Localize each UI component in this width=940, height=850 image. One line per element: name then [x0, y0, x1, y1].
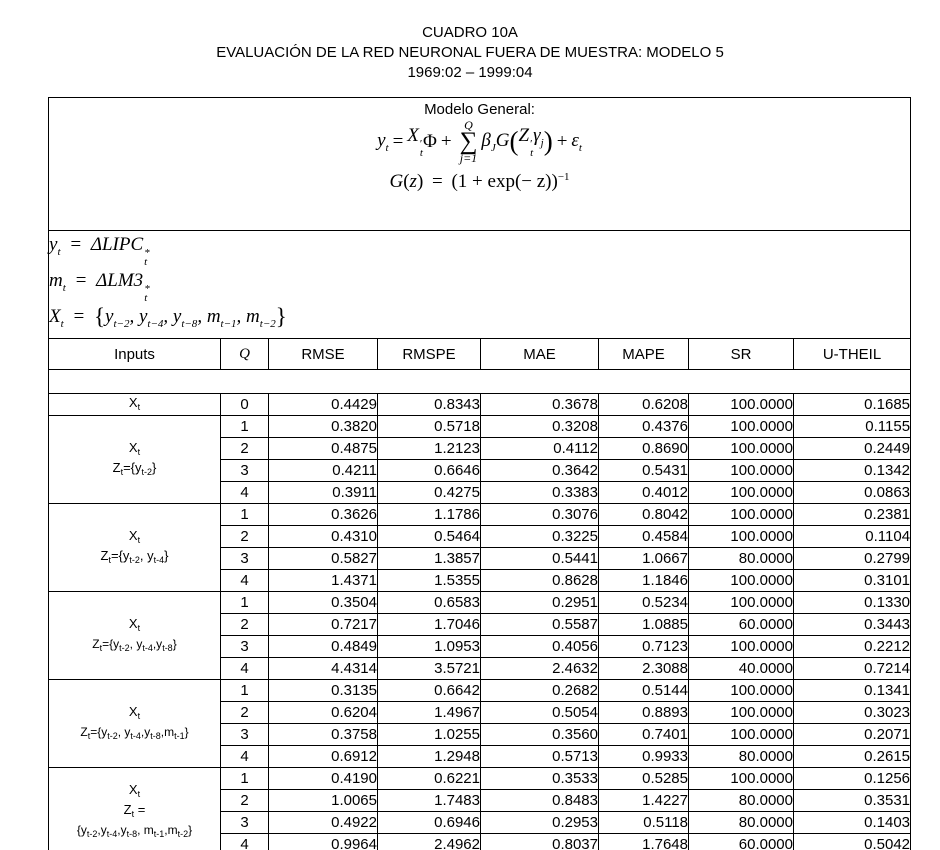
metric-value-cell: 100.0000 [689, 526, 794, 548]
inputs-label-line: $Z_t$ = [123, 801, 146, 819]
metric-value-cell: 80.0000 [689, 548, 794, 570]
inputs-label-line: $X_t$ [128, 703, 141, 721]
inputs-label-line: $Z_t=\{y_{t-2}$, $y_{t-4},y_{t-8}$} [92, 636, 177, 653]
q-value-cell: 1 [221, 768, 269, 790]
metric-value-cell: 100.0000 [689, 504, 794, 526]
metric-value-cell: 0.1155 [794, 416, 911, 438]
metric-value-cell: 80.0000 [689, 746, 794, 768]
header-q: Q [221, 339, 269, 370]
metric-value-cell: 0.3533 [481, 768, 599, 790]
metric-value-cell: 0.3208 [481, 416, 599, 438]
q-value-cell: 3 [221, 724, 269, 746]
metric-value-cell: 0.6912 [269, 746, 378, 768]
metric-value-cell: 0.4112 [481, 438, 599, 460]
metric-value-cell: 1.4967 [378, 702, 481, 724]
eq1-z-term: Z ′ t $\gamma_j$ [518, 125, 544, 160]
metric-value-cell: 0.1403 [794, 812, 911, 834]
model-heading: Modelo General: [424, 101, 535, 118]
inputs-label-line: $X_t$ [128, 439, 141, 457]
metric-value-cell: 60.0000 [689, 834, 794, 850]
metric-value-cell: 100.0000 [689, 482, 794, 504]
header-mae: MAE [481, 339, 599, 370]
metric-value-cell: 80.0000 [689, 790, 794, 812]
metric-value-cell: 1.5355 [378, 570, 481, 592]
metric-value-cell: 0.9964 [269, 834, 378, 850]
metric-value-cell: 0.4056 [481, 636, 599, 658]
metric-value-cell: 0.7214 [794, 658, 911, 680]
q-value-cell: 1 [221, 504, 269, 526]
inputs-group-label [49, 768, 221, 850]
metric-value-cell: 1.4227 [599, 790, 689, 812]
metric-value-cell: 2.3088 [599, 658, 689, 680]
metric-value-cell: 2.4962 [378, 834, 481, 850]
metric-value-cell: 0.7123 [599, 636, 689, 658]
metric-value-cell: 0.4275 [378, 482, 481, 504]
q-value-cell: 2 [221, 438, 269, 460]
table-row [49, 504, 911, 526]
spacer-cell [49, 370, 911, 394]
metric-value-cell: 0.6208 [599, 394, 689, 416]
q-value-cell: 1 [221, 416, 269, 438]
metric-value-cell: 0.3626 [269, 504, 378, 526]
metric-value-cell: 1.7648 [599, 834, 689, 850]
metric-value-cell: 1.2123 [378, 438, 481, 460]
metric-value-cell: 100.0000 [689, 416, 794, 438]
inputs-label-line: $Z_t=\{y_{t-2}\}$ [112, 459, 157, 477]
metric-value-cell: 0.5713 [481, 746, 599, 768]
metric-value-cell: 0.2449 [794, 438, 911, 460]
metric-value-cell: 0.1256 [794, 768, 911, 790]
metric-value-cell: 0.1330 [794, 592, 911, 614]
metric-value-cell: 0.4875 [269, 438, 378, 460]
metric-value-cell: 0.5285 [599, 768, 689, 790]
metric-value-cell: 0.2682 [481, 680, 599, 702]
metric-value-cell: 0.3023 [794, 702, 911, 724]
metric-value-cell: 0.3135 [269, 680, 378, 702]
inputs-label-line: $Z_t=\{y_{t-2}$, $y_{t-4}$} [100, 547, 169, 565]
q-value-cell: 0 [221, 394, 269, 416]
metric-value-cell: 0.2615 [794, 746, 911, 768]
inputs-group-label [49, 592, 221, 680]
metric-value-cell: 0.2799 [794, 548, 911, 570]
metric-value-cell: 100.0000 [689, 724, 794, 746]
title-line-1: CUADRO 10A [422, 24, 518, 41]
inputs-label-line: $Z_t=\{y_{t-2}$, $y_{t-4},y_{t-8},m_{t-1}$} [80, 724, 189, 741]
metric-value-cell: 100.0000 [689, 570, 794, 592]
q-value-cell: 2 [221, 526, 269, 548]
metric-value-cell: 0.3225 [481, 526, 599, 548]
metric-value-cell: 100.0000 [689, 680, 794, 702]
metric-value-cell: 0.6946 [378, 812, 481, 834]
q-value-cell: 4 [221, 834, 269, 850]
metric-value-cell: 0.7401 [599, 724, 689, 746]
metric-value-cell: 100.0000 [689, 636, 794, 658]
metric-value-cell: 1.0255 [378, 724, 481, 746]
metric-value-cell: 0.3383 [481, 482, 599, 504]
header-inputs: Inputs [49, 339, 221, 370]
title-line-3: 1969:02 – 1999:04 [407, 64, 533, 81]
metric-value-cell: 0.5464 [378, 526, 481, 548]
metric-value-cell: 1.1846 [599, 570, 689, 592]
q-value-cell: 2 [221, 614, 269, 636]
metric-value-cell: 0.1685 [794, 394, 911, 416]
header-utheil: U-THEIL [794, 339, 911, 370]
metric-value-cell: 0.3076 [481, 504, 599, 526]
metric-value-cell: 100.0000 [689, 394, 794, 416]
metric-value-cell: 0.5234 [599, 592, 689, 614]
metric-value-cell: 0.8628 [481, 570, 599, 592]
metric-value-cell: 0.8037 [481, 834, 599, 850]
metric-value-cell: 1.2948 [378, 746, 481, 768]
eq1-x-term: X ′ t [407, 125, 423, 160]
metric-value-cell: 0.3504 [269, 592, 378, 614]
definitions-section [49, 231, 911, 339]
metric-value-cell: 0.6646 [378, 460, 481, 482]
metric-value-cell: 60.0000 [689, 614, 794, 636]
q-value-cell: 4 [221, 570, 269, 592]
metric-value-cell: 0.0863 [794, 482, 911, 504]
metric-value-cell: 0.2381 [794, 504, 911, 526]
metric-value-cell: 100.0000 [689, 460, 794, 482]
document-title [0, 23, 940, 83]
metric-value-cell: 0.1341 [794, 680, 911, 702]
table-body [49, 394, 911, 850]
header-sr: SR [689, 339, 794, 370]
q-value-cell: 3 [221, 636, 269, 658]
metric-value-cell: 0.3678 [481, 394, 599, 416]
q-value-cell: 4 [221, 746, 269, 768]
logistic-function-equation: $G(z) = (1 + \exp(- z))^{-1}$ [389, 171, 570, 193]
metric-value-cell: 0.5441 [481, 548, 599, 570]
inputs-group-label [49, 504, 221, 592]
q-value-cell: 3 [221, 548, 269, 570]
metric-value-cell: 0.9933 [599, 746, 689, 768]
metric-value-cell: 0.2212 [794, 636, 911, 658]
metric-value-cell: 0.8483 [481, 790, 599, 812]
metric-value-cell: 0.8893 [599, 702, 689, 724]
table-row [49, 680, 911, 702]
table-row [49, 592, 911, 614]
metric-value-cell: 0.1342 [794, 460, 911, 482]
metric-value-cell: 0.4376 [599, 416, 689, 438]
inputs-group-label [49, 394, 221, 416]
metric-value-cell: 0.4849 [269, 636, 378, 658]
header-rmspe: RMSPE [378, 339, 481, 370]
q-value-cell: 1 [221, 592, 269, 614]
metric-value-cell: 0.2071 [794, 724, 911, 746]
metric-value-cell: 0.4429 [269, 394, 378, 416]
inputs-label-line: $X_t$ [128, 527, 141, 545]
evaluation-table [48, 97, 911, 850]
metric-value-cell: 1.4371 [269, 570, 378, 592]
definition-y: $y_t$ = ΔLIPC * t [49, 234, 150, 268]
metric-value-cell: 0.5431 [599, 460, 689, 482]
eq1-error-term: $\varepsilon_t$ [571, 129, 582, 154]
metric-value-cell: 0.3642 [481, 460, 599, 482]
eq1-beta-term: $\beta_JG$ [481, 129, 510, 154]
metric-value-cell: 0.2953 [481, 812, 599, 834]
metric-value-cell: 0.5118 [599, 812, 689, 834]
header-rmse: RMSE [269, 339, 378, 370]
table-row [49, 394, 911, 416]
table-row [49, 768, 911, 790]
metric-value-cell: 3.5721 [378, 658, 481, 680]
metric-value-cell: 0.1104 [794, 526, 911, 548]
q-value-cell: 3 [221, 812, 269, 834]
metric-value-cell: 0.3531 [794, 790, 911, 812]
metric-value-cell: 80.0000 [689, 812, 794, 834]
metric-value-cell: 0.8343 [378, 394, 481, 416]
metric-value-cell: 0.3101 [794, 570, 911, 592]
metric-value-cell: 0.8042 [599, 504, 689, 526]
metric-value-cell: 0.4584 [599, 526, 689, 548]
metric-value-cell: 0.5718 [378, 416, 481, 438]
eq1-lhs: $y_t$ [377, 129, 389, 154]
metric-value-cell: 4.4314 [269, 658, 378, 680]
metric-value-cell: 0.7217 [269, 614, 378, 636]
metric-value-cell: 100.0000 [689, 702, 794, 724]
metric-value-cell: 40.0000 [689, 658, 794, 680]
metric-value-cell: 0.8690 [599, 438, 689, 460]
inputs-label-line: {$y_{t-2},y_{t-4},y_{t-8}$, $m_{t-1},m_{t-2}$} [76, 822, 193, 839]
inputs-label-line: $X_t$ [128, 615, 141, 633]
metric-value-cell: 0.3443 [794, 614, 911, 636]
metric-value-cell: 1.0885 [599, 614, 689, 636]
metric-value-cell: 0.6204 [269, 702, 378, 724]
metric-value-cell: 0.4310 [269, 526, 378, 548]
metric-value-cell: 0.4922 [269, 812, 378, 834]
inputs-group-label [49, 416, 221, 504]
metric-value-cell: 1.1786 [378, 504, 481, 526]
metric-value-cell: 0.5587 [481, 614, 599, 636]
metric-value-cell: 0.6221 [378, 768, 481, 790]
model-section-row [49, 98, 911, 231]
definition-m: $m_t = \Delta LM3$ * t [49, 270, 150, 304]
header-mape: MAPE [599, 339, 689, 370]
table-row [49, 416, 911, 438]
metric-value-cell: 1.0667 [599, 548, 689, 570]
q-value-cell: 3 [221, 460, 269, 482]
metric-value-cell: 0.3758 [269, 724, 378, 746]
q-value-cell: 1 [221, 680, 269, 702]
metric-value-cell: 0.6583 [378, 592, 481, 614]
metric-value-cell: 1.0065 [269, 790, 378, 812]
metric-value-cell: 100.0000 [689, 592, 794, 614]
metric-value-cell: 1.7046 [378, 614, 481, 636]
q-value-cell: 4 [221, 482, 269, 504]
summation-symbol: Q ∑ j=1 [459, 118, 478, 166]
metric-value-cell: 0.5054 [481, 702, 599, 724]
inputs-group-label [49, 680, 221, 768]
metric-value-cell: 0.3820 [269, 416, 378, 438]
metric-value-cell: 0.4012 [599, 482, 689, 504]
inputs-label-line: $X_t$ [128, 781, 141, 799]
spacer-row [49, 370, 911, 394]
metric-value-cell: 0.2951 [481, 592, 599, 614]
metric-value-cell: 0.5042 [794, 834, 911, 850]
metric-value-cell: 0.6642 [378, 680, 481, 702]
q-value-cell: 2 [221, 702, 269, 724]
metric-value-cell: 1.7483 [378, 790, 481, 812]
metric-value-cell: 100.0000 [689, 768, 794, 790]
metric-value-cell: 0.5827 [269, 548, 378, 570]
metric-value-cell: 1.3857 [378, 548, 481, 570]
inputs-label-line: $X_t$ [128, 394, 141, 412]
table-header-row [49, 339, 911, 370]
q-value-cell: 4 [221, 658, 269, 680]
metric-value-cell: 1.0953 [378, 636, 481, 658]
metric-value-cell: 0.5144 [599, 680, 689, 702]
metric-value-cell: 0.3560 [481, 724, 599, 746]
metric-value-cell: 0.4190 [269, 768, 378, 790]
q-value-cell: 2 [221, 790, 269, 812]
metric-value-cell: 0.3911 [269, 482, 378, 504]
general-model-equation: $y_t$ = X ′ t Φ + Q ∑ j=1 $\beta_JG$ ( Z ′ t $\gamma_j$ ) + $\varepsilon_t$ [377, 118, 582, 166]
metric-value-cell: 0.4211 [269, 460, 378, 482]
model-section [49, 98, 911, 231]
metric-value-cell: 100.0000 [689, 438, 794, 460]
metric-value-cell: 2.4632 [481, 658, 599, 680]
definition-x: $X_t = \{y_{t-2}$, $y_{t-4}$, $y_{t-8}$, $m_{t-1}$, $m_{t-2}$} [49, 304, 287, 330]
definitions-section-row [49, 231, 911, 339]
title-line-2: EVALUACIÓN DE LA RED NEURONAL FUERA DE MUESTRA: MODELO 5 [216, 44, 724, 61]
